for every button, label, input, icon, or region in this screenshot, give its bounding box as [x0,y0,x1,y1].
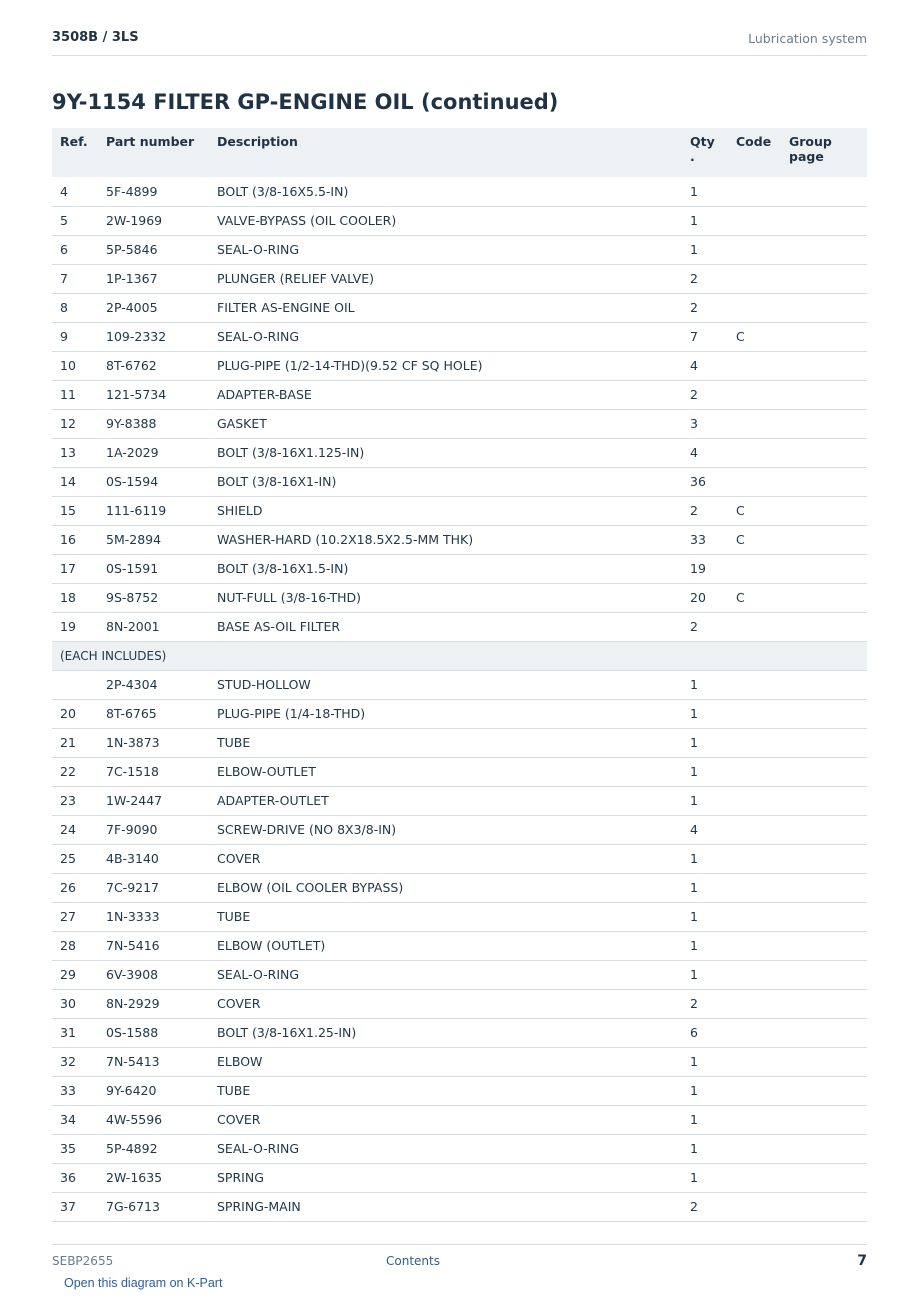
table-row [52,554,867,583]
qty-cell: 1 [682,206,728,235]
col-header-group-page: Group page [781,128,867,177]
part-number-cell: 121-5734 [98,380,209,409]
group-page-cell [781,757,867,786]
code-cell [728,206,781,235]
part-number-cell: 7F-9090 [98,815,209,844]
open-diagram-link[interactable]: Open this diagram on K-Part [64,1276,223,1290]
part-number-cell: 6V-3908 [98,960,209,989]
qty-cell: 1 [682,960,728,989]
description-cell: SEAL-O-RING [209,1134,682,1163]
description-cell: SEAL-O-RING [209,960,682,989]
code-cell: C [728,322,781,351]
description-cell: SCREW-DRIVE (NO 8X3/8-IN) [209,815,682,844]
table-row [52,1047,867,1076]
table-header-row [52,128,867,177]
ref-cell: 22 [52,757,98,786]
col-header-qty: Qty . [682,128,728,177]
ref-cell: 27 [52,902,98,931]
title-main: 9Y-1154 FILTER GP-ENGINE OIL [52,90,414,114]
description-cell: GASKET [209,409,682,438]
description-cell: BOLT (3/8-16X1-IN) [209,467,682,496]
group-page-cell [781,496,867,525]
qty-cell: 4 [682,438,728,467]
part-number-cell: 1N-3873 [98,728,209,757]
code-cell [728,612,781,641]
qty-cell: 19 [682,554,728,583]
table-row [52,1076,867,1105]
ref-cell: 33 [52,1076,98,1105]
ref-cell: 5 [52,206,98,235]
group-page-cell [781,1018,867,1047]
table-row [52,815,867,844]
code-cell [728,670,781,699]
table-row [52,467,867,496]
part-number-cell: 8N-2001 [98,612,209,641]
code-cell [728,235,781,264]
description-cell: BOLT (3/8-16X1.5-IN) [209,554,682,583]
code-cell [728,1076,781,1105]
group-page-cell [781,1134,867,1163]
ref-cell: 18 [52,583,98,612]
group-page-cell [781,960,867,989]
description-cell: TUBE [209,1076,682,1105]
ref-cell [52,670,98,699]
description-cell: SHIELD [209,496,682,525]
group-page-cell [781,728,867,757]
part-number-cell: 5P-4892 [98,1134,209,1163]
description-cell: TUBE [209,728,682,757]
code-cell [728,1192,781,1221]
table-row [52,931,867,960]
qty-cell: 33 [682,525,728,554]
group-page-cell [781,1192,867,1221]
part-number-cell: 4W-5596 [98,1105,209,1134]
qty-cell: 1 [682,177,728,206]
table-row [52,699,867,728]
code-cell [728,351,781,380]
qty-cell: 3 [682,409,728,438]
table-row [52,873,867,902]
part-number-cell: 7N-5416 [98,931,209,960]
code-cell [728,844,781,873]
part-number-cell: 5M-2894 [98,525,209,554]
part-number-cell: 2P-4304 [98,670,209,699]
part-number-cell: 7C-9217 [98,873,209,902]
description-cell: COVER [209,1105,682,1134]
table-row [52,1105,867,1134]
group-page-cell [781,844,867,873]
table-row [52,989,867,1018]
qty-cell: 1 [682,786,728,815]
code-cell [728,815,781,844]
description-cell: ADAPTER-OUTLET [209,786,682,815]
table-row [52,728,867,757]
part-number-cell: 7C-1518 [98,757,209,786]
group-page-cell [781,786,867,815]
description-cell: COVER [209,989,682,1018]
table-row [52,583,867,612]
ref-cell: 29 [52,960,98,989]
part-number-cell: 8N-2929 [98,989,209,1018]
page-title [52,90,558,114]
code-cell: C [728,525,781,554]
description-cell: PLUG-PIPE (1/4-18-THD) [209,699,682,728]
ref-cell: 20 [52,699,98,728]
ref-cell: 32 [52,1047,98,1076]
description-cell: NUT-FULL (3/8-16-THD) [209,583,682,612]
part-number-cell: 0S-1594 [98,467,209,496]
description-cell: ELBOW (OIL COOLER BYPASS) [209,873,682,902]
code-cell [728,902,781,931]
description-cell: SEAL-O-RING [209,235,682,264]
code-cell [728,293,781,322]
part-number-cell: 7N-5413 [98,1047,209,1076]
part-number-cell: 1P-1367 [98,264,209,293]
document-id: SEBP2655 [52,1254,114,1268]
group-page-cell [781,612,867,641]
table-row [52,1018,867,1047]
parts-table-body [52,177,867,1221]
table-row [52,380,867,409]
table-row [52,322,867,351]
ref-cell: 30 [52,989,98,1018]
table-row [52,1134,867,1163]
part-number-cell: 109-2332 [98,322,209,351]
ref-cell: 7 [52,264,98,293]
description-cell: FILTER AS-ENGINE OIL [209,293,682,322]
part-number-cell: 0S-1588 [98,1018,209,1047]
code-cell [728,786,781,815]
qty-cell: 1 [682,1047,728,1076]
qty-cell: 6 [682,1018,728,1047]
part-number-cell: 2P-4005 [98,293,209,322]
code-cell [728,931,781,960]
description-cell: BASE AS-OIL FILTER [209,612,682,641]
qty-cell: 1 [682,931,728,960]
description-cell: ELBOW (OUTLET) [209,931,682,960]
description-cell: TUBE [209,902,682,931]
col-header-part-number: Part number [98,128,209,177]
ref-cell: 31 [52,1018,98,1047]
qty-cell: 1 [682,757,728,786]
qty-cell: 1 [682,902,728,931]
code-cell [728,1018,781,1047]
ref-cell: 26 [52,873,98,902]
ref-cell: 11 [52,380,98,409]
table-row [52,235,867,264]
table-row [52,902,867,931]
part-number-cell: 1A-2029 [98,438,209,467]
description-cell: ELBOW-OUTLET [209,757,682,786]
qty-cell: 36 [682,467,728,496]
group-page-cell [781,989,867,1018]
code-cell [728,1134,781,1163]
ref-cell: 4 [52,177,98,206]
table-row [52,496,867,525]
code-cell [728,873,781,902]
qty-cell: 1 [682,1134,728,1163]
description-cell: SPRING-MAIN [209,1192,682,1221]
group-page-cell [781,873,867,902]
code-cell [728,554,781,583]
description-cell: ADAPTER-BASE [209,380,682,409]
qty-cell: 7 [682,322,728,351]
ref-cell: 23 [52,786,98,815]
code-cell [728,1105,781,1134]
description-cell: COVER [209,844,682,873]
ref-cell: 10 [52,351,98,380]
group-page-cell [781,293,867,322]
group-page-cell [781,351,867,380]
qty-cell: 4 [682,351,728,380]
ref-cell: 28 [52,931,98,960]
qty-cell: 2 [682,989,728,1018]
group-page-cell [781,931,867,960]
col-header-code: Code [728,128,781,177]
group-page-cell [781,206,867,235]
group-page-cell [781,699,867,728]
group-page-cell [781,902,867,931]
group-page-cell [781,670,867,699]
description-cell: SPRING [209,1163,682,1192]
table-row [52,177,867,206]
table-row [52,844,867,873]
code-cell [728,467,781,496]
table-row [52,293,867,322]
group-page-cell [781,177,867,206]
table-row [52,351,867,380]
part-number-cell: 0S-1591 [98,554,209,583]
group-page-cell [781,815,867,844]
description-cell: PLUNGER (RELIEF VALVE) [209,264,682,293]
qty-cell: 2 [682,293,728,322]
part-number-cell: 4B-3140 [98,844,209,873]
part-number-cell: 2W-1635 [98,1163,209,1192]
part-number-cell: 5F-4899 [98,177,209,206]
part-number-cell: 8T-6762 [98,351,209,380]
qty-cell: 1 [682,1163,728,1192]
part-number-cell: 9S-8752 [98,583,209,612]
code-cell [728,989,781,1018]
qty-cell: 2 [682,612,728,641]
group-page-cell [781,235,867,264]
ref-cell: 14 [52,467,98,496]
description-cell: BOLT (3/8-16X5.5-IN) [209,177,682,206]
ref-cell: 24 [52,815,98,844]
group-page-cell [781,1076,867,1105]
code-cell [728,177,781,206]
qty-cell: 1 [682,844,728,873]
page-header [52,28,867,56]
ref-cell: 9 [52,322,98,351]
ref-cell: 35 [52,1134,98,1163]
ref-cell: 13 [52,438,98,467]
part-number-cell: 1N-3333 [98,902,209,931]
table-row [52,786,867,815]
group-page-cell [781,409,867,438]
ref-cell: 37 [52,1192,98,1221]
table-row [52,1163,867,1192]
part-number-cell: 9Y-6420 [98,1076,209,1105]
group-page-cell [781,380,867,409]
code-cell [728,699,781,728]
table-row [52,670,867,699]
group-page-cell [781,1105,867,1134]
code-cell [728,757,781,786]
table-row [52,960,867,989]
ref-cell: 34 [52,1105,98,1134]
part-number-cell: 7G-6713 [98,1192,209,1221]
group-page-cell [781,1163,867,1192]
ref-cell: 12 [52,409,98,438]
group-page-cell [781,438,867,467]
table-row [52,409,867,438]
contents-link[interactable]: Contents [386,1254,440,1268]
code-cell [728,1047,781,1076]
table-row [52,1192,867,1221]
ref-cell: 19 [52,612,98,641]
col-header-description: Description [209,128,682,177]
qty-cell: 4 [682,815,728,844]
title-suffix: (continued) [413,90,559,114]
code-cell [728,380,781,409]
code-cell [728,438,781,467]
description-cell: SEAL-O-RING [209,322,682,351]
qty-cell: 2 [682,1192,728,1221]
part-number-cell: 9Y-8388 [98,409,209,438]
code-cell [728,1163,781,1192]
part-number-cell: 8T-6765 [98,699,209,728]
qty-cell: 1 [682,873,728,902]
ref-cell: 8 [52,293,98,322]
description-cell: BOLT (3/8-16X1.25-IN) [209,1018,682,1047]
part-number-cell: 5P-5846 [98,235,209,264]
code-cell: C [728,496,781,525]
group-page-cell [781,322,867,351]
note-cell: (EACH INCLUDES) [52,641,867,670]
qty-cell: 2 [682,380,728,409]
group-page-cell [781,525,867,554]
group-page-cell [781,264,867,293]
qty-cell: 2 [682,496,728,525]
group-page-cell [781,467,867,496]
qty-cell: 1 [682,699,728,728]
code-cell [728,728,781,757]
ref-cell: 25 [52,844,98,873]
code-cell: C [728,583,781,612]
col-header-ref: Ref. [52,128,98,177]
description-cell: VALVE-BYPASS (OIL COOLER) [209,206,682,235]
table-row [52,525,867,554]
qty-cell: 2 [682,264,728,293]
description-cell: STUD-HOLLOW [209,670,682,699]
table-row [52,206,867,235]
qty-cell: 1 [682,1105,728,1134]
description-cell: BOLT (3/8-16X1.125-IN) [209,438,682,467]
qty-cell: 1 [682,728,728,757]
qty-cell: 1 [682,235,728,264]
code-cell [728,409,781,438]
description-cell: PLUG-PIPE (1/2-14-THD)(9.52 CF SQ HOLE) [209,351,682,380]
table-row [52,264,867,293]
group-page-cell [781,1047,867,1076]
description-cell: ELBOW [209,1047,682,1076]
code-cell [728,960,781,989]
parts-table [52,128,867,1222]
group-page-cell [781,554,867,583]
table-row [52,438,867,467]
ref-cell: 36 [52,1163,98,1192]
ref-cell: 6 [52,235,98,264]
section-label: Lubrication system [748,31,867,46]
ref-cell: 21 [52,728,98,757]
qty-cell: 1 [682,1076,728,1105]
table-row [52,757,867,786]
code-cell [728,264,781,293]
qty-cell: 1 [682,670,728,699]
table-note-row [52,641,867,670]
group-page-cell [781,583,867,612]
ref-cell: 17 [52,554,98,583]
ref-cell: 16 [52,525,98,554]
description-cell: WASHER-HARD (10.2X18.5X2.5-MM THK) [209,525,682,554]
table-row [52,612,867,641]
part-number-cell: 1W-2447 [98,786,209,815]
part-number-cell: 2W-1969 [98,206,209,235]
model-label: 3508B / 3LS [52,30,139,45]
page-footer [52,1244,867,1274]
ref-cell: 15 [52,496,98,525]
page-number: 7 [857,1253,867,1269]
part-number-cell: 111-6119 [98,496,209,525]
qty-cell: 20 [682,583,728,612]
